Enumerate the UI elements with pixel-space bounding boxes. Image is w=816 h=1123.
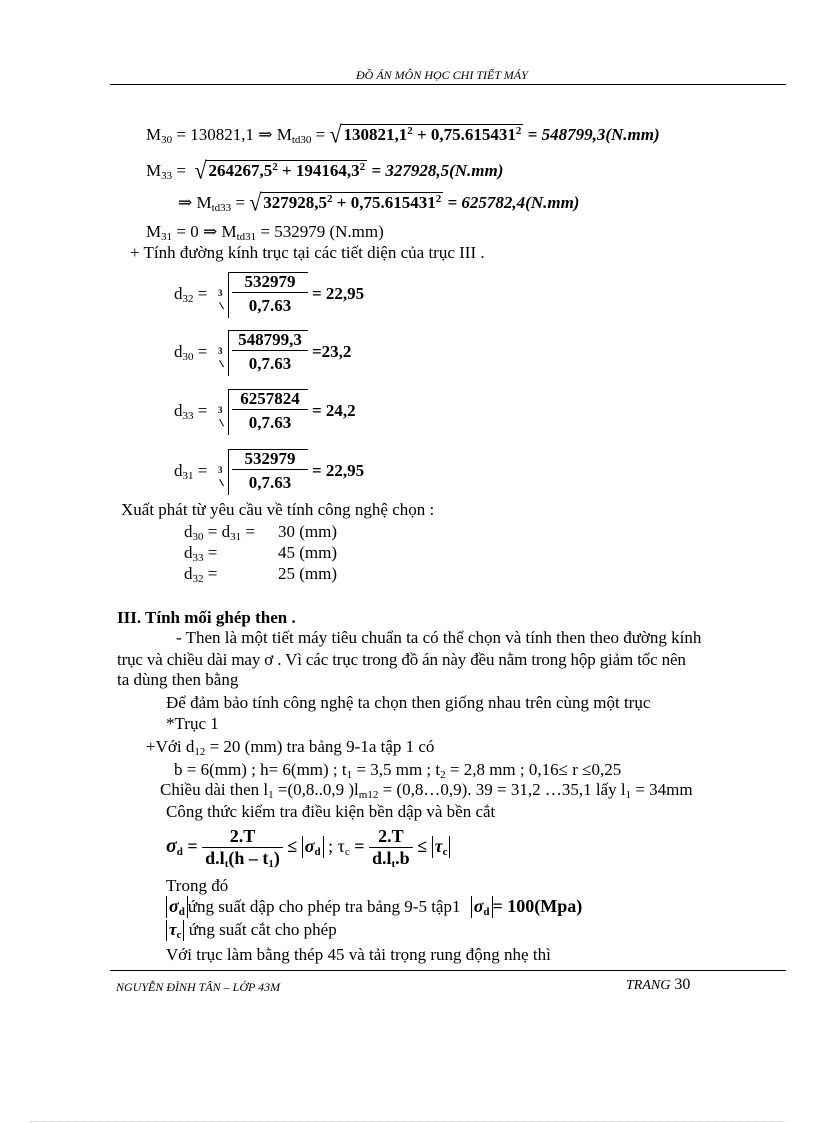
crush-den-sub2: 1 (268, 858, 274, 870)
section3-heading: III. Tính mối ghép then . (117, 608, 296, 627)
m33-term2: + 194164,3 (277, 161, 360, 180)
mtd30-term2: + 0,75.615431 (412, 125, 516, 144)
choice-mid: = d (203, 522, 231, 541)
section3-para1c: ta dùng then bằng (117, 670, 239, 689)
shear-num: 2.T (369, 826, 413, 848)
sigma-sub: d (176, 846, 183, 859)
mtd33-term1: 327928,5 (263, 193, 328, 212)
sigma-sub-3: d (178, 906, 185, 918)
diameter-label: d (174, 461, 183, 480)
dims-c: = 2,8 mm ; 0,16≤ r ≤0,25 (445, 760, 622, 779)
choice-row (184, 543, 217, 564)
crush-num: 2.T (202, 826, 283, 848)
diameter-row (174, 401, 207, 422)
section3-para2: Để đảm bảo tính công nghệ ta chọn then giống nhau trên cùng một trục (166, 693, 651, 712)
m33-symbol: M (146, 161, 162, 180)
m31-line (146, 222, 384, 243)
m31-symbol: M (146, 222, 162, 241)
root-denominator: 0,7.63 (248, 296, 292, 315)
crush-den-sub: t (224, 858, 229, 870)
choice-subscript-2: 31 (230, 531, 242, 543)
shear-den (369, 848, 413, 870)
sigma-desc-line (166, 896, 582, 918)
diameter-result: = 22,95 (312, 461, 365, 480)
m30-value: = 130821,1 ⇒ M (176, 125, 292, 144)
root-numerator: 532979 (232, 449, 308, 470)
root-stem (228, 272, 229, 318)
choice-row (184, 522, 255, 543)
diameter-row (174, 461, 207, 482)
diameter-subscript: 32 (182, 293, 194, 305)
sigma-value: = 100(Mpa) (492, 896, 583, 916)
sigma-symbol: σ (166, 835, 177, 858)
tau-desc-line (166, 920, 337, 941)
t1-subscript: 1 (346, 769, 353, 781)
root-stem (228, 330, 229, 376)
root-numerator: 6257824 (232, 389, 308, 410)
shaft-label: *Trục 1 (166, 714, 219, 733)
fraction-shear (369, 826, 413, 870)
length-a: Chiều dài then l (160, 780, 269, 799)
tau-desc: ứng suất cắt cho phép (184, 920, 337, 939)
where-label: Trong đó (166, 876, 229, 895)
mtd33-subscript: td33 (211, 202, 232, 214)
root-denominator: 0,7.63 (248, 413, 292, 432)
formula-eq1: = (187, 836, 198, 857)
tau-symbol-2: τ (434, 836, 443, 857)
dims-b: = 3,5 mm ; t (352, 760, 441, 779)
square-sup: 2 (407, 125, 413, 137)
choice-label: d (184, 564, 193, 583)
formula-le2: ≤ (417, 836, 428, 857)
diameter-intro: + Tính đường kính trục tại các tiết diện của trục III . (130, 243, 485, 262)
root-fraction (232, 330, 308, 374)
m33-line: $M_{33}$ = √ $264267,5^2 + 194164,3^2 = 327928,5(N.mm)$ (146, 156, 504, 185)
sigma-symbol-2: σ (304, 836, 315, 857)
mtd33-radical: √ $327928,5^2 + 0,75.615431^2$ (249, 188, 442, 217)
choice-row (184, 564, 217, 585)
l1-subscript: 1 (268, 789, 274, 801)
m33-subscript: 33 (161, 170, 173, 182)
diameter-eq: = (193, 461, 208, 480)
diameter-row (174, 342, 207, 363)
shear-den-sub: t (391, 858, 396, 870)
cube-root (218, 272, 318, 322)
root-numerator: 532979 (232, 272, 308, 293)
choice-subscript: 32 (192, 573, 204, 585)
cube-root (218, 330, 318, 380)
cube-root (218, 449, 318, 499)
root-tick (219, 302, 224, 309)
root-index: 3 (218, 405, 223, 415)
section3-para1: - Then là một tiết máy tiêu chuẩn ta có thể chọn và tính then theo đường kính (176, 628, 702, 647)
footer-page-number: 30 (674, 976, 691, 993)
key-length (160, 780, 693, 801)
sigma-sub-4: d (483, 906, 490, 918)
sigma-symbol-4: σ (473, 896, 484, 916)
diameter-eq: = (193, 342, 208, 361)
m30-subscript: 30 (161, 134, 173, 146)
mtd30-result: = 548799,3(N.mm) (523, 125, 660, 144)
root-fraction (232, 449, 308, 493)
m31-result: = 532979 (N.mm) (256, 222, 384, 241)
shear-den-a: d.l (371, 848, 392, 868)
m30-symbol: M (146, 125, 162, 144)
choice-label: d (184, 543, 193, 562)
tau-symbol: τ (337, 836, 345, 857)
diameter-label: d (174, 342, 183, 361)
root-tick (219, 419, 224, 426)
choice-intro: Xuất phát từ yêu cầu về tính công nghệ chọn : (121, 500, 435, 519)
header-title: ĐỒ ÁN MÔN HỌC CHI TIẾT MÁY (356, 68, 528, 82)
diameter-subscript: 33 (182, 410, 194, 422)
sigma-symbol-3: σ (169, 896, 179, 916)
m33-radical: √ $264267,5^2 + 194164,3^2$ (194, 156, 366, 185)
square-sup: 2 (435, 193, 442, 205)
tau-sub-3: c (176, 929, 182, 941)
sigma-desc-box (166, 896, 188, 918)
mtd33-symbol: ⇒ M (178, 193, 212, 212)
choice-value: 45 (mm) (278, 543, 338, 562)
with-d12-rest: = 20 (mm) tra bảng 9-1a tập 1 có (205, 737, 435, 756)
dims-a: b = 6(mm) ; h= 6(mm) ; t (174, 760, 347, 779)
root-tick (219, 360, 224, 367)
footer-author: NGUYỄN ĐÌNH TÂN – LỚP 43M (116, 980, 281, 994)
root-numerator: 548799,3 (232, 330, 308, 351)
mtd33-term2: + 0,75.615431 (332, 193, 436, 212)
tau-allow-box (432, 836, 451, 858)
diameter-label: d (174, 401, 183, 420)
crush-den-a: d.l (205, 848, 225, 868)
tau-desc-box (166, 920, 184, 941)
sigma-value-box (471, 896, 493, 918)
sigma-allow-box (302, 836, 324, 858)
diameter-subscript: 30 (182, 351, 194, 363)
root-denominator: 0,7.63 (248, 473, 292, 492)
tau-symbol-3: τ (169, 920, 177, 939)
crush-den (202, 848, 283, 870)
formula-eq2: = (354, 836, 365, 857)
key-dimensions (174, 760, 621, 781)
length-d: = 34mm (631, 780, 693, 799)
page-bottom-dots (30, 1121, 786, 1122)
diameter-label: d (174, 284, 183, 303)
root-tick (219, 479, 224, 486)
root-index: 3 (218, 346, 223, 356)
shear-den-b: .b (395, 848, 410, 868)
mtd30-subscript: td30 (291, 134, 312, 146)
cube-root (218, 389, 318, 439)
crush-den-close: ) (273, 848, 280, 868)
length-b: =(0,8..0,9 )l (273, 780, 359, 799)
mtd30-term1: 130821,1 (343, 125, 408, 144)
root-stem (228, 389, 229, 435)
choice-subscript: 30 (192, 531, 204, 543)
l1b-subscript: 1 (625, 789, 632, 801)
formula-le1: ≤ (287, 836, 298, 857)
choice-eq: = (203, 543, 218, 562)
m30-line (146, 120, 660, 149)
m30-eq: = (311, 125, 330, 144)
root-denominator: 0,7.63 (248, 354, 292, 373)
root-stem (228, 449, 229, 495)
fraction-crush (202, 826, 283, 870)
choice-eq: = (241, 522, 255, 541)
square-sup: 2 (359, 161, 366, 173)
diameter-eq: = (193, 401, 208, 420)
diameter-result: =23,2 (312, 342, 352, 361)
key-formula (166, 826, 450, 870)
mtd33-eq: = (231, 193, 250, 212)
length-c: = (0,8…0,9). 39 = 31,2 …35,1 lấy l (378, 780, 626, 799)
d12-subscript: 12 (194, 746, 206, 758)
m33-term1: 264267,5 (208, 161, 273, 180)
square-sup: 2 (272, 161, 278, 173)
square-sup: 2 (515, 125, 522, 137)
choice-eq: = (203, 564, 218, 583)
m33-result: = 327928,5(N.mm) (367, 161, 504, 180)
m31-mid: = 0 ⇒ M (172, 222, 237, 241)
sigma-sub-2: d (314, 846, 321, 859)
diameter-result: = 22,95 (312, 284, 365, 303)
tau-sub-2: c (442, 846, 448, 859)
root-fraction (232, 272, 308, 316)
mtd33-line (178, 188, 580, 217)
diameter-subscript: 31 (182, 470, 194, 482)
square-sup: 2 (327, 193, 333, 205)
choice-label: d (184, 522, 193, 541)
root-index: 3 (218, 465, 223, 475)
m31-subscript: 31 (161, 231, 173, 243)
section3-para1b: trục và chiều dài may ơ . Vì các trục trong đồ án này đều nằm trong hộp giảm tốc nên (117, 650, 686, 669)
mtd33-result: = 625782,4(N.mm) (443, 193, 580, 212)
sigma-desc: ứng suất dập cho phép tra bảng 9-5 tập1 (187, 897, 461, 916)
footer-page (626, 976, 690, 994)
formula-separator: ; (328, 836, 338, 857)
diameter-row (174, 284, 207, 305)
header-rule (110, 84, 786, 85)
choice-subscript: 33 (192, 552, 204, 564)
root-index: 3 (218, 288, 223, 298)
footer-page-label: TRANG (626, 978, 671, 993)
tau-sub: c (344, 846, 350, 859)
with-d12: +Với d (146, 737, 195, 756)
footer-rule (110, 970, 786, 971)
choice-value: 25 (mm) (278, 564, 338, 583)
mtd30-radical: √ $130821,1^2 + 0,75.615431^2$ (329, 120, 522, 149)
lm12-subscript: m12 (358, 789, 379, 801)
formula-intro: Công thức kiểm tra điều kiện bền dập và bền cắt (166, 802, 496, 821)
choice-value: 30 (mm) (278, 522, 338, 541)
diameter-result: = 24,2 (312, 401, 356, 420)
with-d12-line (146, 737, 434, 758)
mtd31-subscript: td31 (236, 231, 257, 243)
root-fraction (232, 389, 308, 433)
last-line: Với trục làm bằng thép 45 và tải trọng rung động nhẹ thì (166, 945, 551, 964)
crush-den-b: (h – t (228, 848, 269, 868)
t2-subscript: 2 (440, 769, 446, 781)
diameter-eq: = (193, 284, 208, 303)
